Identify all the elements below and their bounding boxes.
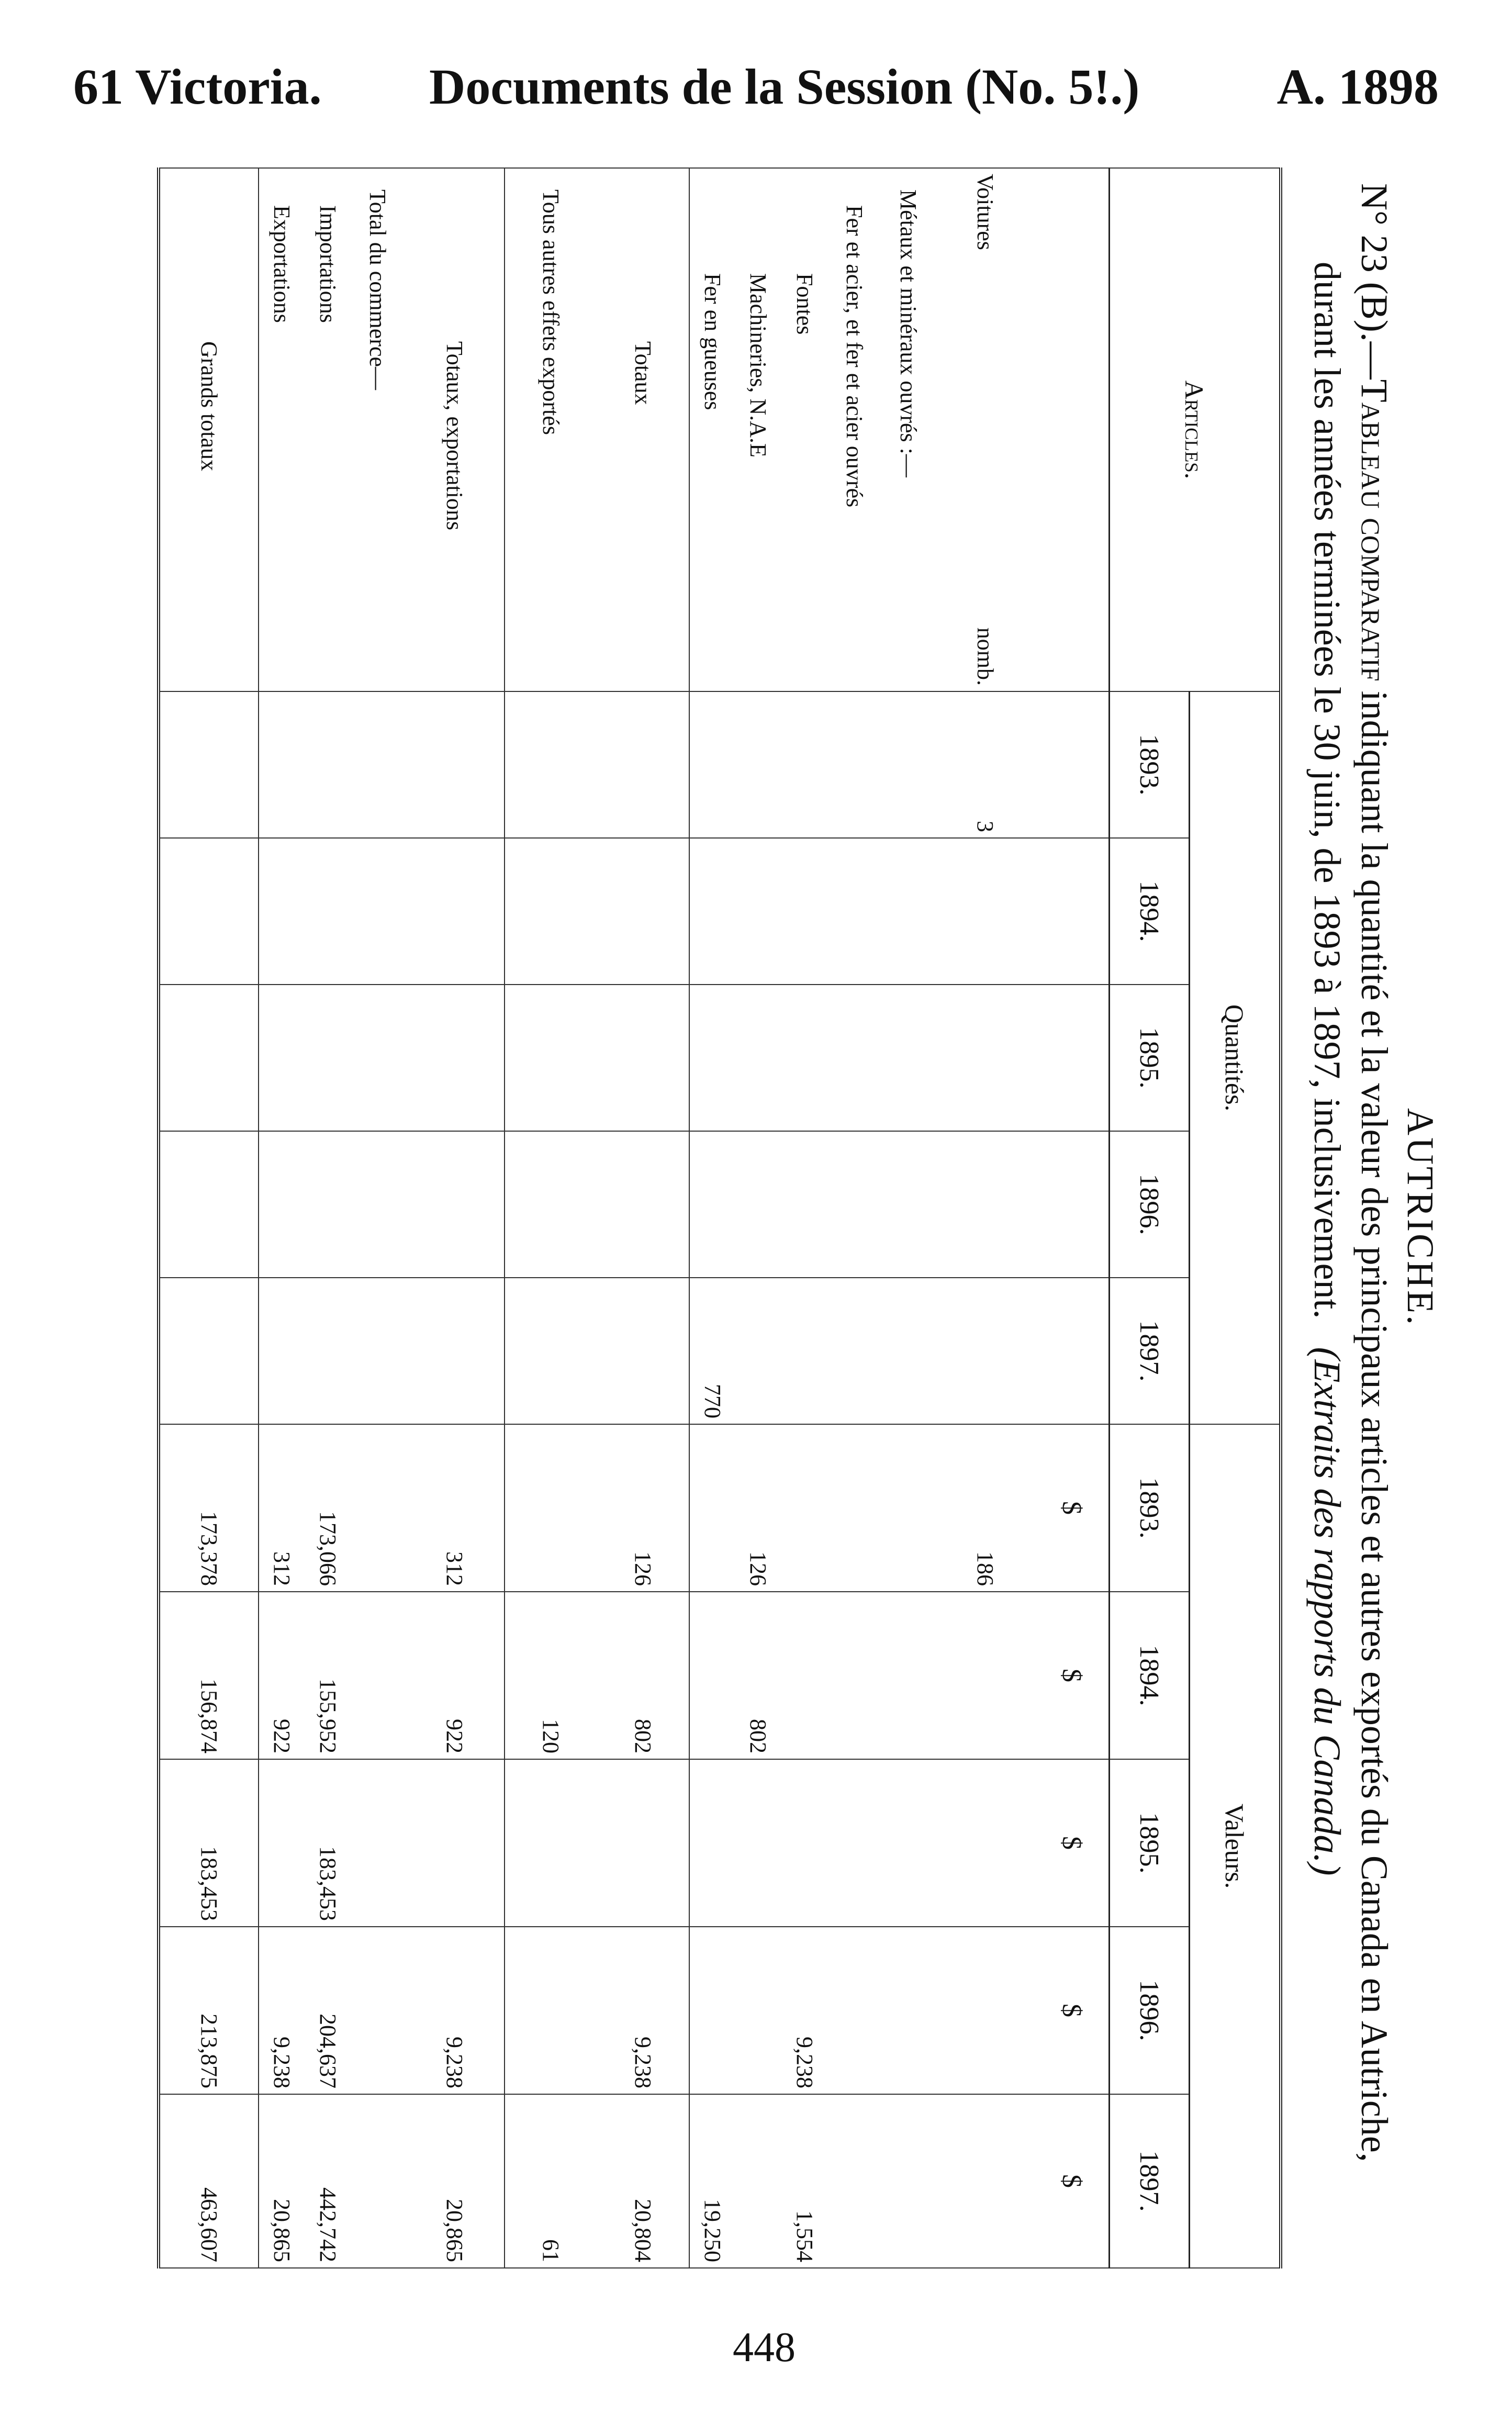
val-cell: [827, 1424, 881, 1592]
val-cell: [351, 2094, 405, 2268]
qty-cell: [505, 985, 597, 1131]
qty-cell: [735, 1131, 781, 1278]
currency-symbol: $: [1035, 1927, 1110, 2094]
qty-cell: [351, 838, 405, 985]
val-cell: 9,238: [405, 1927, 505, 2094]
row-label: [259, 168, 305, 691]
row-label: [935, 168, 1035, 691]
qty-cell: [305, 985, 351, 1131]
val-cell: [935, 1927, 1035, 2094]
val-year-header: 1895.: [1110, 1759, 1190, 1927]
qty-cell: [827, 985, 881, 1131]
qty-cell: 770: [689, 1278, 735, 1424]
val-cell: [405, 1759, 505, 1927]
val-cell: [351, 1927, 405, 2094]
qty-year-header: 1894.: [1110, 838, 1190, 985]
table-row: [159, 168, 259, 2268]
qty-cell: [305, 838, 351, 985]
table-row: [735, 168, 781, 2268]
val-cell: [505, 1424, 597, 1592]
qty-cell: [159, 838, 259, 985]
val-cell: [351, 1759, 405, 1927]
val-cell: 213,875: [159, 1927, 259, 2094]
qty-cell: [735, 838, 781, 985]
table-row: [351, 168, 405, 2268]
val-cell: [689, 1759, 735, 1927]
val-cell: [781, 1759, 827, 1927]
qty-cell: [781, 985, 827, 1131]
val-year-header: 1896.: [1110, 1927, 1190, 2094]
val-cell: [351, 1592, 405, 1759]
qty-cell: [935, 1131, 1035, 1278]
row-label: [505, 168, 597, 691]
qty-cell: [259, 1278, 305, 1424]
row-label-text: Fer et acier, et fer et acier ouvrés: [842, 205, 868, 508]
val-cell: [827, 2094, 881, 2268]
row-label: [597, 168, 689, 691]
qty-cell: [505, 1278, 597, 1424]
qty-unit-spacer: [1035, 1131, 1110, 1278]
qty-cell: [305, 1278, 351, 1424]
val-cell: 802: [597, 1592, 689, 1759]
val-cell: [735, 2094, 781, 2268]
val-cell: 9,238: [597, 1927, 689, 2094]
table-row: [305, 168, 351, 2268]
val-cell: 20,865: [259, 2094, 305, 2268]
qty-cell: [305, 691, 351, 838]
qty-cell: [881, 1131, 935, 1278]
caption-line1: indiquant la quantité et la valeur des principaux articles et autres exportés du Canada en Autriche,: [1353, 681, 1395, 2162]
qty-cell: [405, 691, 505, 838]
val-cell: [827, 1592, 881, 1759]
row-label-text: Voitures: [972, 174, 998, 250]
val-cell: [735, 1759, 781, 1927]
quantities-header: Quantités.: [1190, 691, 1281, 1424]
qty-cell: [735, 691, 781, 838]
qty-cell: [689, 838, 735, 985]
qty-cell: [597, 691, 689, 838]
currency-symbol: $: [1035, 2094, 1110, 2268]
row-label: [689, 168, 735, 691]
val-cell: 183,453: [159, 1759, 259, 1927]
qty-cell: [935, 985, 1035, 1131]
qty-unit-spacer: [1035, 691, 1110, 838]
val-cell: [881, 1592, 935, 1759]
qty-cell: [781, 1131, 827, 1278]
qty-cell: [259, 985, 305, 1131]
page-number: 448: [733, 2324, 796, 2371]
table-caption-line2: [1304, 262, 1350, 1876]
val-cell: 1,554: [781, 2094, 827, 2268]
val-year-header: 1893.: [1110, 1424, 1190, 1592]
val-cell: 61: [505, 2094, 597, 2268]
qty-year-header: 1897.: [1110, 1278, 1190, 1424]
section-title: AUTRICHE.: [1399, 1108, 1441, 1327]
qty-cell: [781, 838, 827, 985]
qty-cell: 3: [935, 691, 1035, 838]
running-head-center: Documents de la Session (No. 5!.): [429, 59, 1140, 115]
qty-cell: [259, 838, 305, 985]
table-caption: [1351, 167, 1397, 2283]
qty-cell: [351, 1278, 405, 1424]
qty-cell: [881, 691, 935, 838]
qty-cell: [259, 1131, 305, 1278]
val-cell: [689, 1927, 735, 2094]
unit-spacer: [1035, 168, 1110, 691]
qty-cell: [505, 1131, 597, 1278]
row-label-text: Machineries, N.A.E: [745, 273, 771, 457]
table-row: [259, 168, 305, 2268]
caption-prefix: N° 23 (B).—: [1353, 183, 1395, 379]
val-cell: 922: [405, 1592, 505, 1759]
val-cell: [827, 1759, 881, 1927]
val-year-header: 1894.: [1110, 1592, 1190, 1759]
table-row: [881, 168, 935, 2268]
val-cell: [935, 1759, 1035, 1927]
row-label: [305, 168, 351, 691]
qty-cell: [159, 1278, 259, 1424]
currency-symbol: $: [1035, 1424, 1110, 1592]
val-cell: [881, 1759, 935, 1927]
values-header: Valeurs.: [1190, 1424, 1281, 2268]
qty-cell: [935, 1278, 1035, 1424]
row-label-text: Métaux et minéraux ouvrés :—: [895, 189, 921, 477]
val-cell: [781, 1592, 827, 1759]
val-cell: 922: [259, 1592, 305, 1759]
qty-cell: [351, 985, 405, 1131]
val-cell: 463,607: [159, 2094, 259, 2268]
qty-year-header: 1895.: [1110, 985, 1190, 1131]
val-cell: 20,804: [597, 2094, 689, 2268]
qty-year-header: 1896.: [1110, 1131, 1190, 1278]
val-cell: [881, 1927, 935, 2094]
qty-cell: [881, 1278, 935, 1424]
qty-cell: [781, 1278, 827, 1424]
qty-cell: [827, 1278, 881, 1424]
val-cell: [505, 1759, 597, 1927]
val-cell: 312: [405, 1424, 505, 1592]
qty-cell: [351, 691, 405, 838]
row-label-text: Fontes: [791, 273, 817, 335]
running-head-left: 61 Victoria.: [73, 59, 322, 115]
val-cell: [689, 1424, 735, 1592]
caption-smallcaps: Tableau comparatif: [1353, 379, 1395, 681]
table-row: [597, 168, 689, 2268]
row-label-text: Total du commerce—: [365, 189, 391, 390]
qty-cell: [259, 691, 305, 838]
qty-cell: [597, 1278, 689, 1424]
qty-year-header: 1893.: [1110, 691, 1190, 838]
val-cell: [259, 1759, 305, 1927]
qty-cell: [597, 1131, 689, 1278]
row-label: [881, 168, 935, 691]
val-cell: [935, 1592, 1035, 1759]
val-cell: [881, 1424, 935, 1592]
currency-symbol: $: [1035, 1759, 1110, 1927]
row-label: [351, 168, 405, 691]
val-cell: [881, 2094, 935, 2268]
qty-cell: [405, 985, 505, 1131]
qty-cell: [405, 838, 505, 985]
row-label-text: Tous autres effets exportés: [538, 189, 564, 435]
table-row: [827, 168, 881, 2268]
qty-unit-spacer: [1035, 985, 1110, 1131]
running-head-right: A. 1898: [1276, 59, 1439, 115]
val-cell: 126: [735, 1424, 781, 1592]
qty-cell: [597, 838, 689, 985]
val-year-header: 1897.: [1110, 2094, 1190, 2268]
val-cell: 9,238: [781, 1927, 827, 2094]
val-cell: 442,742: [305, 2094, 351, 2268]
qty-cell: [881, 838, 935, 985]
qty-cell: [505, 838, 597, 985]
table-row: [689, 168, 735, 2268]
table-row: [935, 168, 1035, 2268]
val-cell: [505, 1927, 597, 2094]
row-label-text: Grands totaux: [196, 341, 222, 472]
qty-cell: [935, 838, 1035, 985]
qty-cell: [689, 1131, 735, 1278]
row-label-text: Fer en gueuses: [699, 273, 725, 410]
val-cell: [827, 1927, 881, 2094]
table-row: [781, 168, 827, 2268]
val-cell: 186: [935, 1424, 1035, 1592]
qty-unit-spacer: [1035, 838, 1110, 985]
val-cell: 9,238: [259, 1927, 305, 2094]
qty-cell: [689, 691, 735, 838]
row-label: [781, 168, 827, 691]
val-cell: 155,952: [305, 1592, 351, 1759]
val-cell: [781, 1424, 827, 1592]
caption-line2: durant les années terminées le 30 juin, de 1893 à 1897, inclusivement.: [1306, 262, 1348, 1319]
val-cell: 204,637: [305, 1927, 351, 2094]
val-cell: 126: [597, 1424, 689, 1592]
qty-cell: [735, 1278, 781, 1424]
row-label-text: Totaux, exportations: [441, 341, 467, 531]
row-label-text: Totaux: [630, 341, 656, 405]
qty-cell: [305, 1131, 351, 1278]
qty-unit-spacer: [1035, 1278, 1110, 1424]
qty-cell: [159, 1131, 259, 1278]
qty-cell: [405, 1131, 505, 1278]
val-cell: 173,066: [305, 1424, 351, 1592]
row-label: [405, 168, 505, 691]
qty-cell: [735, 985, 781, 1131]
articles-header: Articles.: [1110, 168, 1281, 691]
rotated-table-sheet: [157, 167, 1444, 2267]
val-cell: [351, 1424, 405, 1592]
val-cell: 312: [259, 1424, 305, 1592]
row-label-text: Exportations: [269, 205, 295, 323]
val-cell: 802: [735, 1592, 781, 1759]
row-label-text: Importations: [315, 205, 341, 323]
qty-cell: [827, 838, 881, 985]
qty-cell: [159, 691, 259, 838]
qty-cell: [597, 985, 689, 1131]
qty-cell: [881, 985, 935, 1131]
val-cell: 120: [505, 1592, 597, 1759]
val-cell: 183,453: [305, 1759, 351, 1927]
qty-cell: [405, 1278, 505, 1424]
qty-cell: [827, 1131, 881, 1278]
val-cell: 19,250: [689, 2094, 735, 2268]
val-cell: [689, 1592, 735, 1759]
val-cell: 173,378: [159, 1424, 259, 1592]
qty-cell: [351, 1131, 405, 1278]
row-label: [159, 168, 259, 691]
qty-cell: [827, 691, 881, 838]
currency-symbol: $: [1035, 1592, 1110, 1759]
qty-cell: [505, 691, 597, 838]
val-cell: [935, 2094, 1035, 2268]
qty-cell: [689, 985, 735, 1131]
qty-cell: [781, 691, 827, 838]
val-cell: 20,865: [405, 2094, 505, 2268]
trade-table: [157, 167, 1282, 2268]
table-row: [505, 168, 597, 2268]
row-label: [827, 168, 881, 691]
val-cell: [597, 1759, 689, 1927]
table-row: [405, 168, 505, 2268]
val-cell: 156,874: [159, 1592, 259, 1759]
qty-cell: [159, 985, 259, 1131]
row-unit: nomb.: [972, 627, 998, 686]
row-label: [735, 168, 781, 691]
caption-source: (Extraits des rapports du Canada.): [1306, 1347, 1348, 1876]
val-cell: [735, 1927, 781, 2094]
